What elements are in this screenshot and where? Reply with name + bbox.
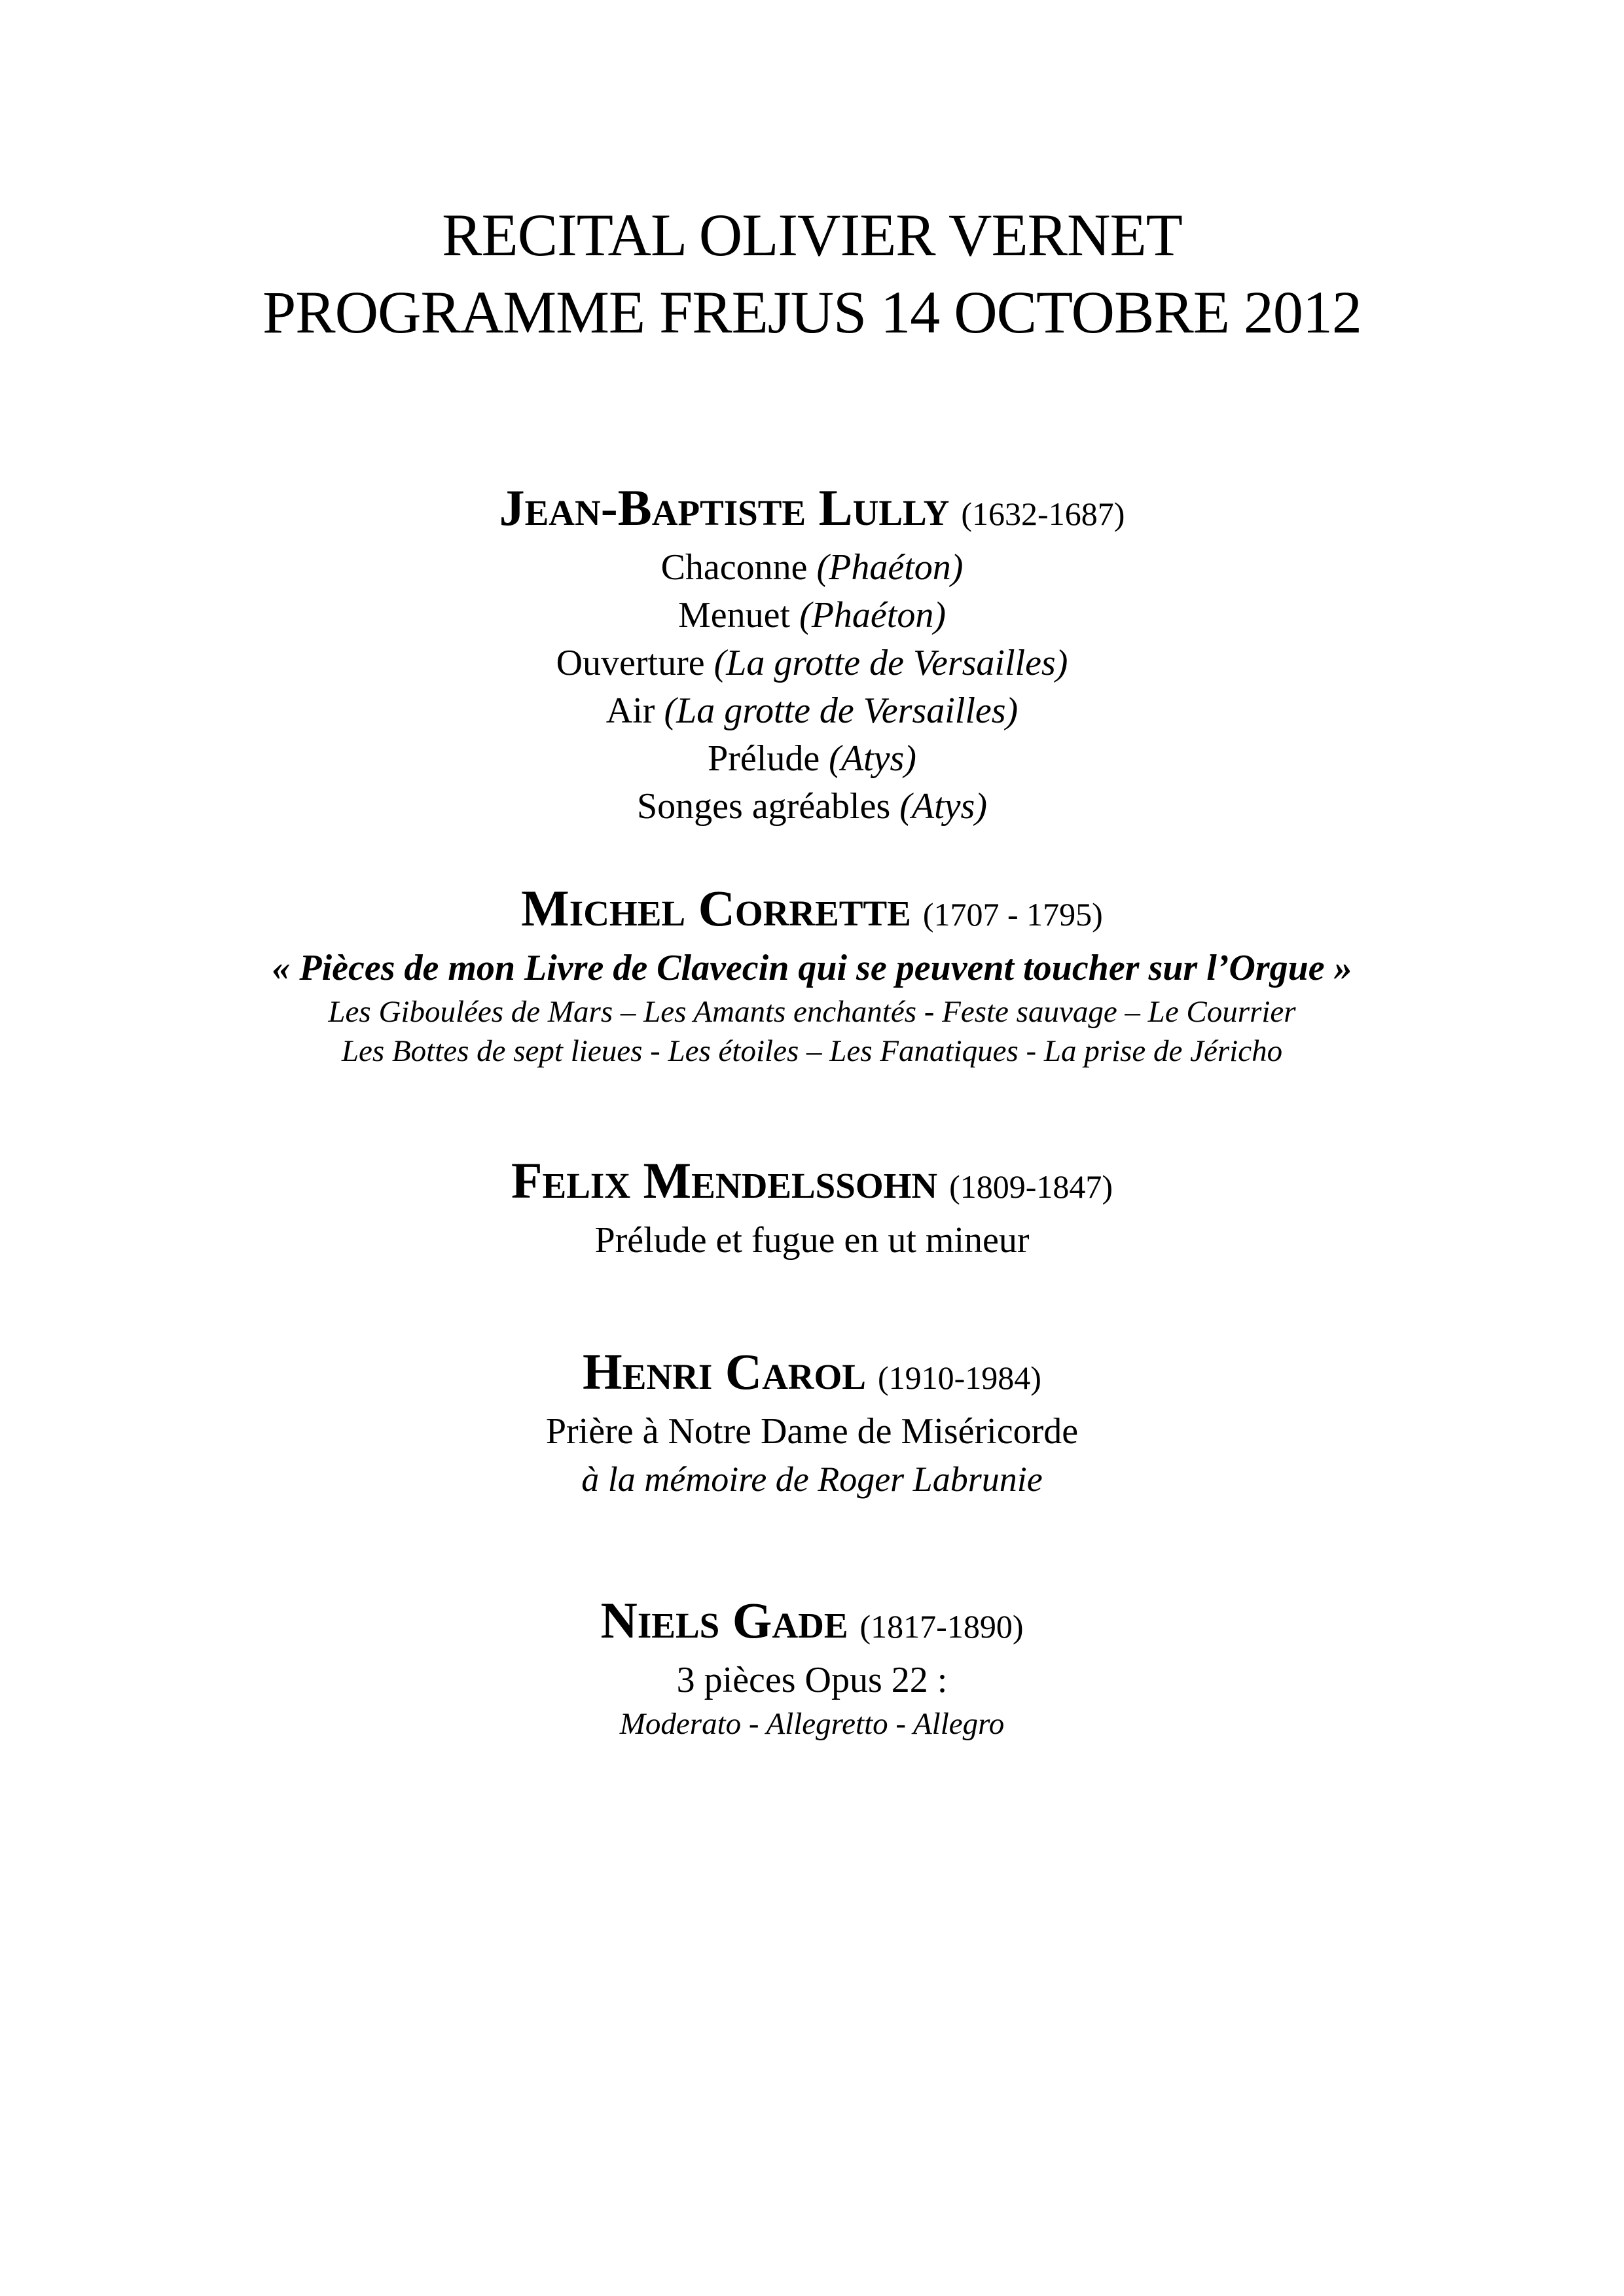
work-item: Prélude et fugue en ut mineur [594, 1220, 1030, 1261]
work-source: (La grotte de Versailles) [664, 691, 1019, 731]
composer-name: Henri Carol [583, 1343, 866, 1400]
dedication-text: à la mémoire de Roger Labrunie [581, 1460, 1043, 1499]
composer-heading [0, 1590, 1624, 1657]
work-title: Ouverture [556, 643, 705, 683]
composer-heading [0, 1151, 1624, 1217]
work-title: Songes agréables [637, 786, 891, 827]
work-title: Air [605, 691, 655, 731]
composer-section-carol [0, 1342, 1624, 1503]
work-title: Prélude [708, 738, 820, 779]
work-item [0, 544, 1624, 592]
work-source: (La grotte de Versailles) [713, 643, 1068, 683]
piece-list-line: Les Giboulées de Mars – Les Amants enchantés - Feste sauvage – Le Courrier [328, 995, 1296, 1029]
composer-section-corrette [0, 878, 1624, 1071]
composer-dates: (1910-1984) [877, 1359, 1041, 1396]
work-title: Chaconne [660, 547, 808, 588]
composer-dates: (1817-1890) [859, 1608, 1024, 1645]
page-title-line-1: RECITAL OLIVIER VERNET [442, 202, 1182, 268]
composer-name: Felix Mendelssohn [511, 1152, 938, 1209]
movement-list: Moderato - Allegretto - Allegro [619, 1707, 1005, 1741]
work-source: (Atys) [829, 738, 916, 779]
composer-heading [0, 478, 1624, 544]
work-item [0, 783, 1624, 831]
work-item: Prière à Notre Dame de Miséricorde [545, 1411, 1079, 1452]
work-item [0, 592, 1624, 639]
work-item [0, 687, 1624, 735]
page-title-line-2: PROGRAMME FREJUS 14 OCTOBRE 2012 [262, 279, 1362, 346]
composer-dates: (1707 - 1795) [922, 896, 1103, 933]
composer-name: Michel Corrette [521, 880, 911, 937]
work-title: Menuet [678, 595, 791, 636]
composer-section-gade [0, 1590, 1624, 1744]
composer-section-lully [0, 478, 1624, 831]
composer-dates: (1809-1847) [949, 1168, 1113, 1205]
composer-name: Niels Gade [600, 1592, 848, 1649]
work-source: (Phaéton) [799, 595, 946, 636]
composer-section-mendelssohn [0, 1151, 1624, 1265]
work-item [0, 735, 1624, 783]
composer-dates: (1632-1687) [961, 495, 1125, 532]
composer-name: Jean-Baptiste Lully [499, 479, 950, 536]
work-source: (Phaéton) [816, 547, 964, 588]
work-source: (Atys) [899, 786, 987, 827]
collection-subtitle: « Pièces de mon Livre de Clavecin qui se peuvent toucher sur l’Orgue » [272, 948, 1352, 988]
composer-heading [0, 1342, 1624, 1408]
work-item: 3 pièces Opus 22 : [676, 1660, 948, 1700]
piece-list-line: Les Bottes de sept lieues - Les étoiles – Les Fanatiques - La prise de Jéricho [341, 1034, 1283, 1068]
composer-heading [0, 878, 1624, 944]
work-item [0, 639, 1624, 687]
